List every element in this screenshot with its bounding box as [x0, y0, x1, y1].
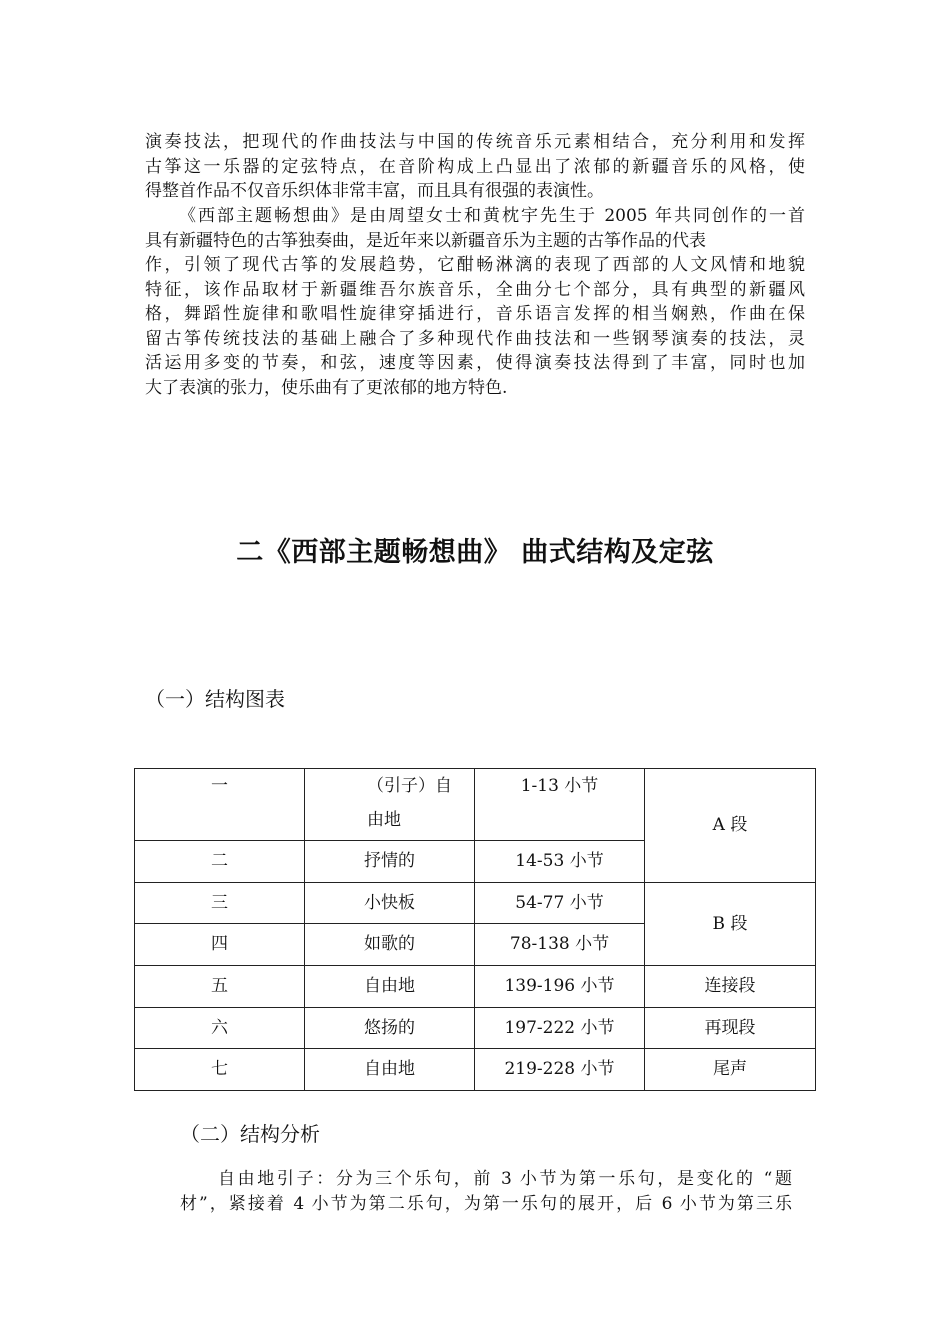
bars-cell: 54-77 小节	[475, 882, 645, 924]
table-row	[135, 965, 816, 1007]
tempo-cell: 如歌的	[305, 924, 475, 966]
tempo-cell: 抒情的	[305, 840, 475, 882]
section-label-cell: B 段	[645, 882, 816, 965]
bars-cell: 139-196 小节	[475, 965, 645, 1007]
section-label-cell: 再现段	[645, 1007, 816, 1049]
table-row	[135, 1007, 816, 1049]
paragraph-line: 《西部主题畅想曲》是由周望女士和黄枕宇先生于 2005 年共同创作的一首	[179, 206, 805, 226]
section-label-cell: 尾声	[645, 1049, 816, 1091]
tempo-cell: 自由地	[305, 965, 475, 1007]
tempo-line: 由地	[367, 810, 401, 830]
bars-cell: 219-228 小节	[475, 1049, 645, 1091]
paragraph-line: 留古筝传统技法的基础上融合了多种现代作曲技法和一些钢琴演奏的技法，灵	[145, 328, 805, 349]
part-number-cell: 一	[135, 769, 305, 841]
subheading-structure-analysis: （二）结构分析	[180, 1122, 320, 1146]
paragraph-line: 作，引领了现代古筝的发展趋势，它酣畅淋漓的表现了西部的人文风情和地貌	[145, 255, 805, 275]
table-row	[135, 882, 816, 924]
part-number-cell: 四	[135, 924, 305, 966]
paragraph-line: 材”，紧接着 4 小节为第二乐句，为第一乐句的展开，后 6 小节为第三乐	[180, 1193, 792, 1214]
paragraph-line: 大了表演的张力，使乐曲有了更浓郁的地方特色.	[145, 377, 508, 398]
work-description-paragraph	[145, 204, 805, 400]
tempo-cell: 自由地	[305, 1049, 475, 1091]
bars-cell: 197-222 小节	[475, 1007, 645, 1049]
paragraph-line: 具有新疆特色的古筝独奏曲，是近年来以新疆音乐为主题的古筝作品的代表	[145, 230, 706, 251]
paragraph-line: 演奏技法，把现代的作曲技法与中国的传统音乐元素相结合，充分利用和发挥	[145, 132, 805, 152]
part-number-cell: 二	[135, 840, 305, 882]
part-number-cell: 三	[135, 882, 305, 924]
bars-cell: 1-13 小节	[475, 769, 645, 841]
section-title: 二《西部主题畅想曲》 曲式结构及定弦	[236, 537, 714, 568]
paragraph-line: 自由地引子：分为三个乐句，前 3 小节为第一乐句，是变化的 “题	[218, 1169, 792, 1189]
paragraph-line: 得整首作品不仅音乐织体非常丰富，而且具有很强的表演性。	[145, 181, 604, 201]
structure-table	[134, 768, 816, 1091]
paragraph-line: 特征，该作品取材于新疆维吾尔族音乐，全曲分七个部分，具有典型的新疆风	[145, 279, 805, 300]
intro-paragraph	[145, 130, 805, 204]
tempo-cell: 悠扬的	[305, 1007, 475, 1049]
analysis-paragraph	[180, 1167, 792, 1216]
section-label-cell: 连接段	[645, 965, 816, 1007]
paragraph-line: 格，舞蹈性旋律和歌唱性旋律穿插进行，音乐语言发挥的相当娴熟，作曲在保	[145, 304, 805, 324]
bars-cell: 78-138 小节	[475, 924, 645, 966]
tempo-cell	[305, 769, 475, 841]
table-row	[135, 1049, 816, 1091]
tempo-cell: 小快板	[305, 882, 475, 924]
part-number-cell: 六	[135, 1007, 305, 1049]
section-label-cell: A 段	[645, 769, 816, 883]
subheading-structure-chart: （一）结构图表	[145, 687, 285, 711]
part-number-cell: 五	[135, 965, 305, 1007]
table-row	[135, 769, 816, 841]
paragraph-line: 活运用多变的节奏，和弦，速度等因素，使得演奏技法得到了丰富，同时也加	[145, 353, 805, 373]
paragraph-line: 古筝这一乐器的定弦特点，在音阶构成上凸显出了浓郁的新疆音乐的风格，使	[145, 156, 805, 177]
part-number-cell: 七	[135, 1049, 305, 1091]
tempo-line: （引子）自	[367, 776, 452, 796]
bars-cell: 14-53 小节	[475, 840, 645, 882]
